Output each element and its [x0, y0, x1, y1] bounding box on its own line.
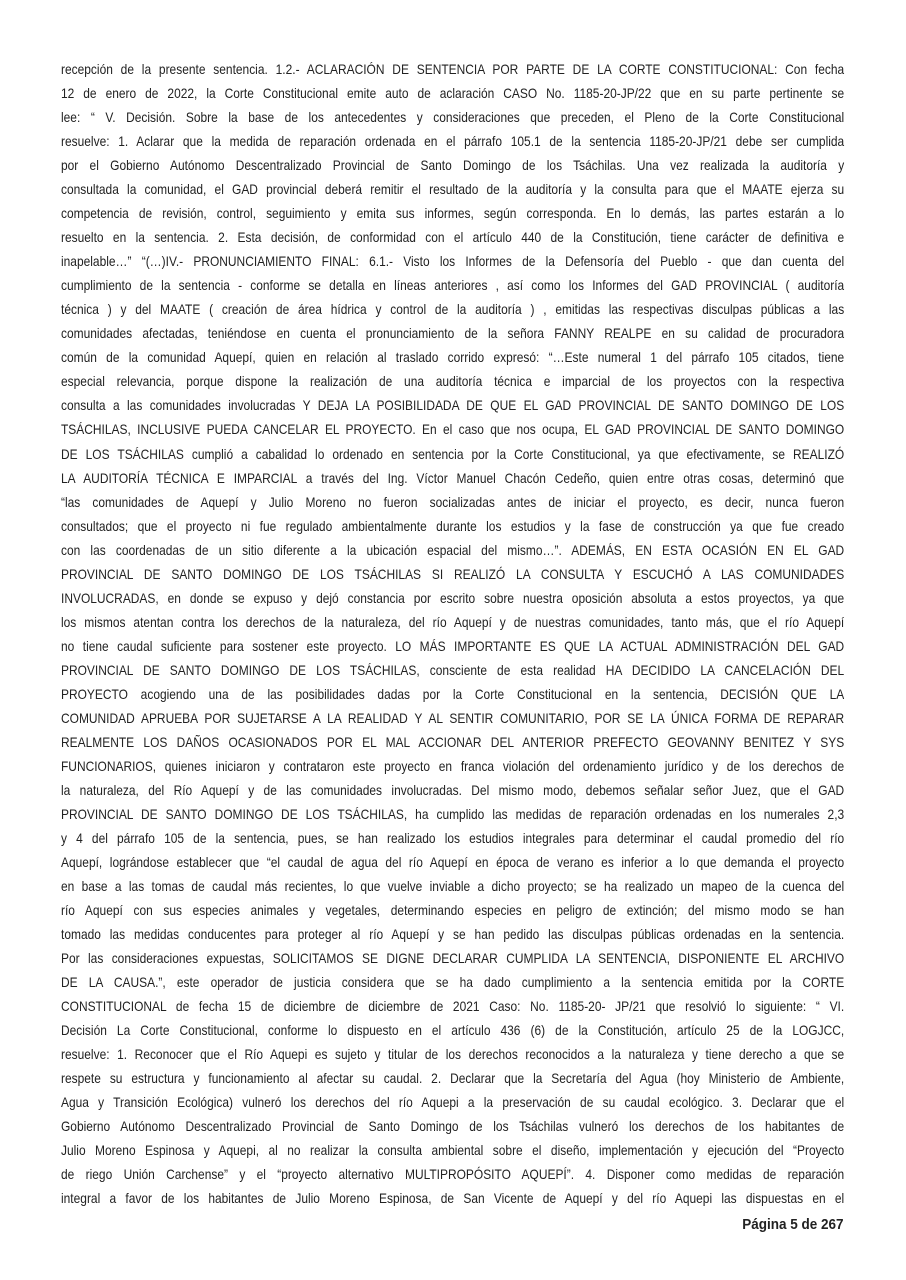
- text-line: y 4 del párrafo 105 de la sentencia, pues, se han realizado los estudios integrales para determinar el caudal promedio del río: [61, 831, 845, 846]
- text-line: con las coordenadas de un sitio diferente a la ubicación espacial del mismo…”. ADEMÁS, EN ESTA OCASIÓN EN EL GAD: [61, 542, 845, 558]
- text-line: consulta a las comunidades involucradas Y DEJA LA POSIBILIDADA DE QUE EL GAD PROVINCIAL DE SANTO DOMINGO DE LOS: [61, 398, 845, 414]
- text-line: río Aquepí con sus especies animales y vegetales, determinando especies en peligro de extinción; del mismo modo se han: [61, 903, 845, 919]
- text-line: FUNCIONARIOS, quienes iniciaron y contrataron este proyecto en franca violación del ordenamiento jurídico y de los derechos de: [61, 758, 845, 774]
- text-line: DE LOS TSÁCHILAS cumplió a cabalidad lo ordenado en sentencia por la Corte Constitucional, ya que efectivamente, se REALIZÓ: [61, 446, 845, 462]
- text-line: LA AUDITORÍA TÉCNICA E IMPARCIAL a través del Ing. Víctor Manuel Chacón Cedeño, quien entre otras cosas, determinó que: [61, 470, 845, 486]
- text-line: recepción de la presente sentencia. 1.2.- ACLARACIÓN DE SENTENCIA POR PARTE DE LA CORTE CONSTITUCIONAL: Con fecha: [61, 62, 845, 77]
- text-line: CONSTITUCIONAL de fecha 15 de diciembre de diciembre de 2021 Caso: No. 1185-20- JP/21 que resolvió lo siguiente: “ VI.: [61, 999, 845, 1015]
- text-line: consultados; que el proyecto ni fue regulado ambientalmente durante los estudios y la fase de construcción ya que fue creado: [61, 518, 845, 534]
- text-line: resuelve: 1. Aclarar que la medida de reparación ordenada en el párrafo 105.1 de la sentencia 1185-20-JP/21 debe ser cumplida: [61, 134, 845, 150]
- text-line: Julio Moreno Espinosa y Aquepi, al no realizar la consulta ambiental sobre el diseño, implementación y ejecución del “Proyecto: [61, 1143, 845, 1159]
- text-line: Agua y Transición Ecológica) vulneró los derechos del río Aquepi a la preservación de su caudal ecológico. 3. Declarar que el: [61, 1095, 845, 1111]
- text-line: PROYECTO acogiendo una de las posibilidades dadas por la Corte Constitucional en la sentencia, DECISIÓN QUE LA: [61, 686, 845, 702]
- text-line: resuelve: 1. Reconocer que el Río Aquepi es sujeto y titular de los derechos reconocidos a la naturaleza y tiene derecho a que se: [61, 1047, 845, 1063]
- text-line: integral a favor de los habitantes de Julio Moreno Espinosa, de San Vicente de Aquepí y del río Aquepi las dispuestas en el: [61, 1191, 845, 1207]
- document-body: [61, 58, 844, 1212]
- text-line: por el Gobierno Autónomo Descentralizado Provincial de Santo Domingo de los Tsáchilas. Una vez realizada la auditoría y: [61, 158, 845, 174]
- text-line: Aquepí, lográndose establecer que “el caudal de agua del río Aquepí en época de verano es inferior a lo que demanda el proyecto: [61, 855, 845, 871]
- text-line: resuelto en la sentencia. 2. Esta decisión, de conformidad con el artículo 440 de la Constitución, tiene carácter de definitiva e: [61, 230, 845, 246]
- text-line: REALMENTE LOS DAÑOS OCASIONADOS POR EL MAL ACCIONAR DEL ANTERIOR PREFECTO GEOVANNY BENITEZ Y SYS: [61, 734, 845, 750]
- text-line: TSÁCHILAS, INCLUSIVE PUEDA CANCELAR EL PROYECTO. En el caso que nos ocupa, EL GAD PROVINCIAL DE SANTO DOMINGO: [61, 422, 845, 438]
- text-line: Gobierno Autónomo Descentralizado Provincial de Santo Domingo de los Tsáchilas vulneró los derechos de los habitantes de: [61, 1119, 845, 1135]
- text-line: los mismos atentan contra los derechos de la naturaleza, del río Aquepí y de nuestras comunidades, tanto más, que el río Aquepí: [61, 614, 845, 630]
- text-line: INVOLUCRADAS, en donde se expuso y dejó constancia por escrito sobre nuestra oposición absoluta a estos proyectos, ya que: [61, 590, 845, 606]
- text-line: PROVINCIAL DE SANTO DOMINGO DE LOS TSÁCHILAS SI REALIZÓ LA CONSULTA Y ESCUCHÓ A LAS COMUNIDADES: [61, 566, 845, 582]
- text-line: técnica ) y del MAATE ( creación de área hídrica y control de la auditoría ) , emitidas las respectivas disculpas públicas a las: [61, 302, 845, 318]
- text-line: la naturaleza, del Río Aquepí y de las comunidades involucradas. Del mismo modo, debemos señalar señor Juez, que el GAD: [61, 782, 845, 798]
- text-line: PROVINCIAL DE SANTO DOMINGO DE LOS TSÁCHILAS, consciente de esta realidad HA DECIDIDO LA CANCELACIÓN DEL: [61, 662, 845, 678]
- text-line: Por las consideraciones expuestas, SOLICITAMOS SE DIGNE DECLARAR CUMPLIDA LA SENTENCIA, DISPONIENTE EL ARCHIVO: [61, 951, 845, 967]
- text-line: común de la comunidad Aquepí, quien en relación al traslado corrido expresó: “…Este numeral 1 del párrafo 105 citados, tiene: [61, 350, 845, 366]
- page-number: Página 5 de 267: [742, 1216, 844, 1233]
- text-line: tomado las medidas conducentes para proteger al río Aquepí y se han pedido las disculpas públicas ordenadas en la sentencia.: [61, 927, 845, 943]
- text-line: no tiene caudal suficiente para sostener este proyecto. LO MÁS IMPORTANTE ES QUE LA ACTUAL ADMINISTRACIÓN DEL GAD: [61, 638, 845, 654]
- text-line: respete su estructura y funcionamiento al afectar su caudal. 2. Declarar que la Secretaría del Agua (hoy Ministerio de Ambiente,: [61, 1071, 845, 1087]
- text-line: especial relevancia, porque dispone la realización de una auditoría técnica e imparcial de los proyectos con la respectiva: [61, 374, 845, 390]
- text-line: comunidades afectadas, teniéndose en cuenta el pronunciamiento de la señora FANNY REALPE en su calidad de procuradora: [61, 326, 845, 342]
- text-line: DE LA CAUSA.”, este operador de justicia considera que se ha dado cumplimiento a la sentencia emitida por la CORTE: [61, 975, 845, 991]
- text-line: competencia de revisión, control, seguimiento y emita sus informes, según corresponda. En lo demás, las partes estarán a lo: [61, 206, 845, 222]
- text-line: PROVINCIAL DE SANTO DOMINGO DE LOS TSÁCHILAS, ha cumplido las medidas de reparación ordenadas en los numerales 2,3: [61, 806, 845, 822]
- text-line: “las comunidades de Aquepí y Julio Moreno no fueron socializadas antes de iniciar el proyecto, es decir, nunca fueron: [61, 494, 845, 510]
- text-line: en base a las tomas de caudal más recientes, lo que vuelve inviable a dicho proyecto; se ha realizado un mapeo de la cuenca del: [61, 879, 845, 895]
- text-line: Decisión La Corte Constitucional, conforme lo dispuesto en el artículo 436 (6) de la Constitución, artículo 25 de la LOGJCC,: [61, 1023, 845, 1039]
- text-line: lee: “ V. Decisión. Sobre la base de los antecedentes y consideraciones que preceden, el Pleno de la Corte Constitucional: [61, 110, 845, 126]
- text-line: COMUNIDAD APRUEBA POR SUJETARSE A LA REALIDAD Y AL SENTIR COMUNITARIO, POR SE LA ÚNICA FORMA DE REPARAR: [61, 710, 845, 726]
- text-line: cumplimiento de la sentencia - conforme se detalla en líneas anteriores , así como los Informes del GAD PROVINCIAL ( auditoría: [61, 278, 845, 294]
- text-line: inapelable…” “(…)IV.- PRONUNCIAMIENTO FINAL: 6.1.- Visto los Informes de la Defensoría del Pueblo - que dan cuenta del: [61, 254, 845, 270]
- text-line: consultada la comunidad, el GAD provincial deberá remitir el resultado de la auditoría y la consulta para que el MAATE ejerza su: [61, 182, 845, 198]
- text-line: de riego Unión Carchense” y el “proyecto alternativo MULTIPROPÓSITO AQUEPÍ”. 4. Disponer como medidas de reparación: [61, 1167, 845, 1183]
- text-line: 12 de enero de 2022, la Corte Constitucional emite auto de aclaración CASO No. 1185-20-JP/22 que en su parte pertinente se: [61, 86, 845, 102]
